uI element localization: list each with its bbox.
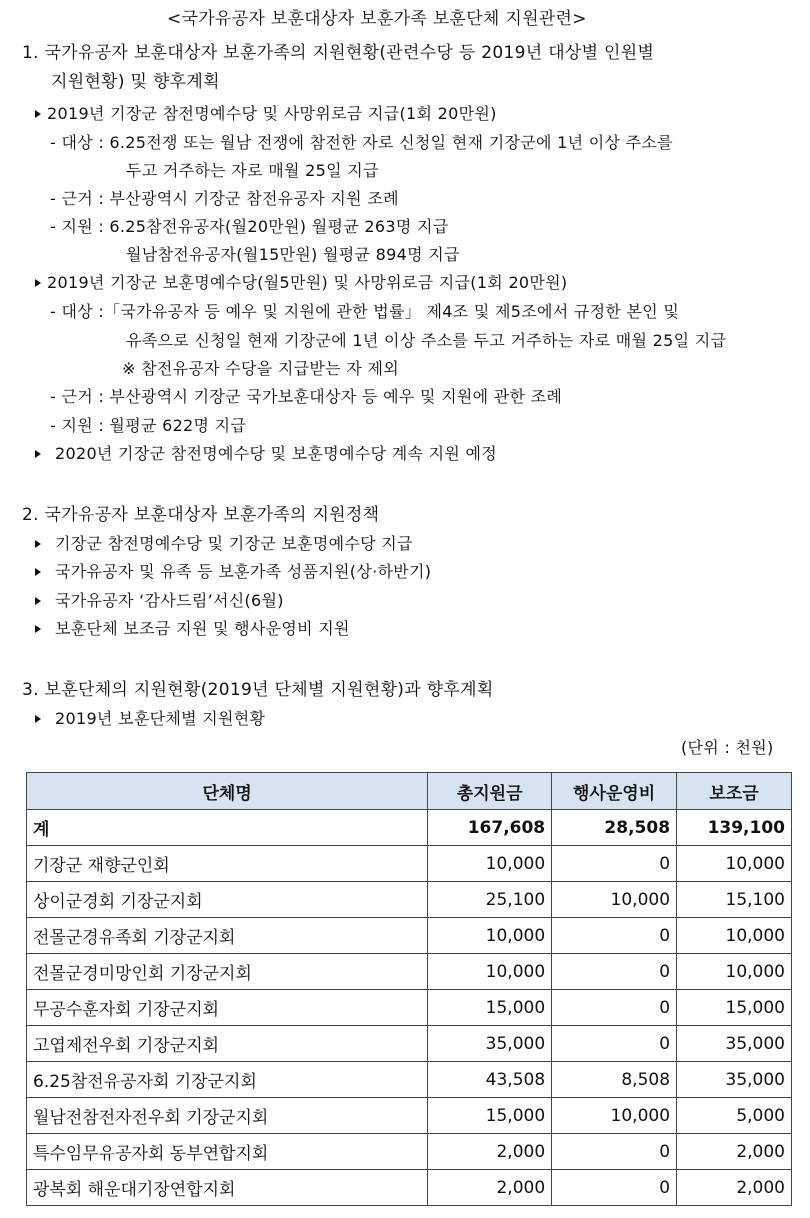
table-total-row	[27, 810, 792, 846]
table-cell: 35,000	[677, 1062, 792, 1098]
table-row	[27, 990, 792, 1026]
triangle-bullet-icon	[35, 450, 41, 458]
basis-line: - 근거 : 부산광역시 기장군 참전유공자 지원 조례	[50, 189, 399, 208]
table-cell: 25,100	[428, 882, 552, 918]
table-cell: 상이군경회 기장군지회	[27, 882, 428, 918]
table-cell: 10,000	[677, 846, 792, 882]
bullet-item	[35, 104, 497, 124]
bullet-text: 2019년 기장군 참전명예수당 및 사망위로금 지급(1회 20만원)	[47, 104, 497, 123]
table-cell: 167,608	[428, 810, 552, 846]
section1-heading-cont: 지원현황) 및 향후계획	[51, 72, 220, 92]
table-cell: 무공수훈자회 기장군지회	[27, 990, 428, 1026]
table-cell: 기장군 재향군인회	[27, 846, 428, 882]
header-event-cost: 행사운영비	[552, 773, 677, 810]
bullet-text: 보훈단체 보조금 지원 및 행사운영비 지원	[55, 619, 350, 638]
triangle-bullet-icon	[35, 715, 41, 723]
header-org-name: 단체명	[27, 773, 428, 810]
table-cell: 10,000	[677, 954, 792, 990]
table-cell: 10,000	[677, 918, 792, 954]
support-line: - 지원 : 6.25참전유공자(월20만원) 월평균 263명 지급	[50, 217, 449, 236]
bullet-text: 국가유공자 및 유족 등 보훈가족 성품지원(상·하반기)	[55, 562, 432, 581]
table-cell: 8,508	[552, 1062, 677, 1098]
support-table	[26, 772, 792, 1206]
table-cell: 0	[552, 990, 677, 1026]
table-row	[27, 1170, 792, 1206]
table-row	[27, 1026, 792, 1062]
table-header-row	[27, 773, 792, 810]
table-cell: 0	[552, 846, 677, 882]
table-row	[27, 846, 792, 882]
table-cell: 전몰군경유족회 기장군지회	[27, 918, 428, 954]
table-cell: 2,000	[677, 1134, 792, 1170]
table-row	[27, 1062, 792, 1098]
target-line-cont: 두고 거주하는 자로 매월 25일 지급	[126, 161, 379, 180]
bullet-item	[35, 562, 431, 582]
section1-heading: 1. 국가유공자 보훈대상자 보훈가족의 지원현황(관련수당 등 2019년 대상별 인원별	[22, 43, 655, 63]
target-line: - 대상 : 6.25전쟁 또는 월남 전쟁에 참전한 자로 신청일 현재 기장군에 1년 이상 주소를	[50, 133, 673, 152]
unit-label: (단위 : 천원)	[681, 738, 774, 757]
section3-heading: 3. 보훈단체의 지원현황(2019년 단체별 지원현황)과 향후계획	[22, 680, 494, 700]
table-cell: 전몰군경미망인회 기장군지회	[27, 954, 428, 990]
table-cell: 0	[552, 1170, 677, 1206]
basis-line: - 근거 : 부산광역시 기장군 국가보훈대상자 등 예우 및 지원에 관한 조례	[50, 387, 563, 406]
triangle-bullet-icon	[35, 597, 41, 605]
note-line: ※ 참전유공자 수당을 지급받는 자 제외	[122, 359, 399, 378]
triangle-bullet-icon	[35, 625, 41, 633]
support-line-cont: 월남참전유공자(월15만원) 월평균 894명 지급	[126, 245, 460, 264]
triangle-bullet-icon	[35, 110, 41, 118]
table-cell: 35,000	[428, 1026, 552, 1062]
table-cell: 10,000	[428, 846, 552, 882]
bullet-item	[35, 534, 413, 554]
table-cell: 139,100	[677, 810, 792, 846]
table-cell: 6.25참전유공자회 기장군지회	[27, 1062, 428, 1098]
header-total: 총지원금	[428, 773, 552, 810]
table-cell: 15,000	[428, 990, 552, 1026]
target-line-cont: 유족으로 신청일 현재 기장군에 1년 이상 주소를 두고 거주하는 자로 매월 25일 지급	[126, 331, 727, 350]
table-cell: 15,000	[677, 990, 792, 1026]
page-title: <국가유공자 보훈대상자 보훈가족 보훈단체 지원관련>	[167, 9, 587, 29]
table-cell: 2,000	[677, 1170, 792, 1206]
table-cell: 2,000	[428, 1134, 552, 1170]
bullet-text: 국가유공자 ‘감사드림’서신(6월)	[55, 591, 284, 610]
table-cell: 28,508	[552, 810, 677, 846]
bullet-item	[35, 591, 284, 611]
bullet-item	[35, 709, 265, 729]
triangle-bullet-icon	[35, 568, 41, 576]
bullet-text: 2020년 기장군 참전명예수당 및 보훈명예수당 계속 지원 예정	[55, 444, 498, 463]
table-cell: 43,508	[428, 1062, 552, 1098]
table-cell: 10,000	[552, 882, 677, 918]
target-line: - 대상 :「국가유공자 등 예우 및 지원에 관한 법률」 제4조 및 제5조에서 규정한 본인 및	[50, 302, 680, 321]
triangle-bullet-icon	[35, 540, 41, 548]
table-cell: 10,000	[428, 918, 552, 954]
table-row	[27, 918, 792, 954]
table-cell: 10,000	[552, 1098, 677, 1134]
table-cell: 5,000	[677, 1098, 792, 1134]
table-row	[27, 1098, 792, 1134]
header-subsidy: 보조금	[677, 773, 792, 810]
bullet-text: 2019년 보훈단체별 지원현황	[55, 709, 266, 728]
table-cell: 계	[27, 810, 428, 846]
table-cell: 10,000	[428, 954, 552, 990]
table-row	[27, 882, 792, 918]
table-cell: 0	[552, 954, 677, 990]
section2-heading: 2. 국가유공자 보훈대상자 보훈가족의 지원정책	[22, 505, 380, 525]
table-cell: 광복회 해운대기장연합지회	[27, 1170, 428, 1206]
table-row	[27, 954, 792, 990]
table-cell: 월남전참전자전우회 기장군지회	[27, 1098, 428, 1134]
table-cell: 35,000	[677, 1026, 792, 1062]
table-cell: 특수임무유공자회 동부연합지회	[27, 1134, 428, 1170]
bullet-item	[35, 273, 567, 293]
bullet-item	[35, 444, 497, 464]
table-cell: 0	[552, 1026, 677, 1062]
triangle-bullet-icon	[35, 279, 41, 287]
table-cell: 2,000	[428, 1170, 552, 1206]
table-cell: 15,100	[677, 882, 792, 918]
table-cell: 15,000	[428, 1098, 552, 1134]
table-cell: 0	[552, 918, 677, 954]
table-cell: 고엽제전우회 기장군지회	[27, 1026, 428, 1062]
support-line: - 지원 : 월평균 622명 지급	[50, 416, 247, 435]
bullet-text: 기장군 참전명예수당 및 기장군 보훈명예수당 지급	[55, 534, 413, 553]
table-cell: 0	[552, 1134, 677, 1170]
bullet-item	[35, 619, 350, 639]
table-row	[27, 1134, 792, 1170]
bullet-text: 2019년 기장군 보훈명예수당(월5만원) 및 사망위로금 지급(1회 20만원)	[47, 273, 568, 292]
